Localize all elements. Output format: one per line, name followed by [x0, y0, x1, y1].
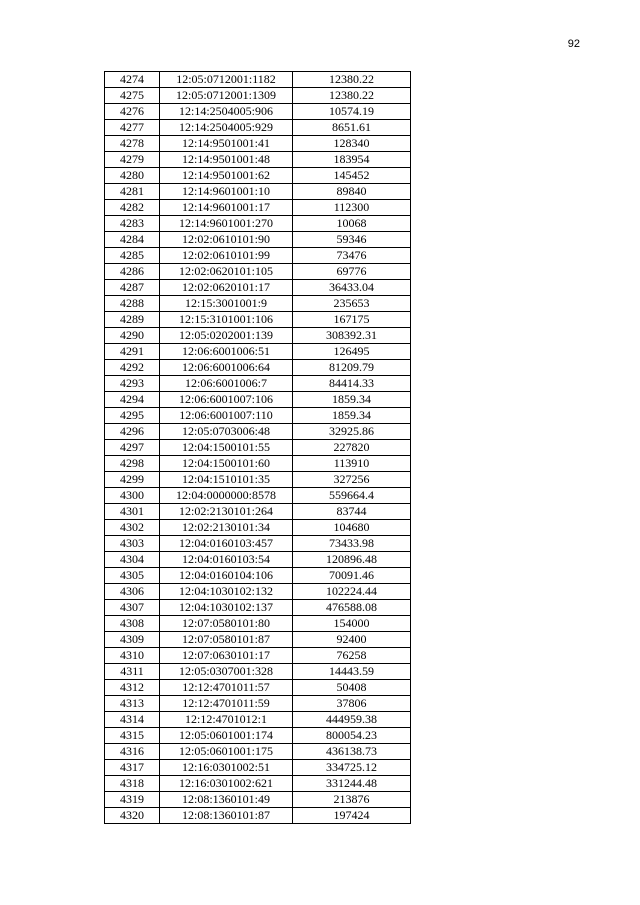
cadastral-number-cell: 12:02:0620101:105 [160, 264, 293, 280]
row-number-cell: 4316 [105, 744, 160, 760]
row-number-cell: 4306 [105, 584, 160, 600]
row-number-cell: 4301 [105, 504, 160, 520]
value-cell: 145452 [293, 168, 411, 184]
value-cell: 12380.22 [293, 88, 411, 104]
table-row [105, 280, 411, 296]
cadastral-number-cell: 12:05:0712001:1309 [160, 88, 293, 104]
page-number: 92 [567, 38, 580, 50]
value-cell: 128340 [293, 136, 411, 152]
row-number-cell: 4282 [105, 200, 160, 216]
row-number-cell: 4309 [105, 632, 160, 648]
row-number-cell: 4303 [105, 536, 160, 552]
cadastral-number-cell: 12:06:6001006:7 [160, 376, 293, 392]
value-cell: 213876 [293, 792, 411, 808]
value-cell: 1859.34 [293, 408, 411, 424]
value-cell: 559664.4 [293, 488, 411, 504]
cadastral-number-cell: 12:14:2504005:906 [160, 104, 293, 120]
value-cell: 73433.98 [293, 536, 411, 552]
cadastral-number-cell: 12:02:0610101:90 [160, 232, 293, 248]
value-cell: 444959.38 [293, 712, 411, 728]
row-number-cell: 4275 [105, 88, 160, 104]
table-row [105, 440, 411, 456]
row-number-cell: 4277 [105, 120, 160, 136]
row-number-cell: 4297 [105, 440, 160, 456]
row-number-cell: 4295 [105, 408, 160, 424]
value-cell: 436138.73 [293, 744, 411, 760]
table-row [105, 632, 411, 648]
cadastral-number-cell: 12:05:0703006:48 [160, 424, 293, 440]
value-cell: 36433.04 [293, 280, 411, 296]
row-number-cell: 4286 [105, 264, 160, 280]
cadastral-number-cell: 12:02:0620101:17 [160, 280, 293, 296]
value-cell: 32925.86 [293, 424, 411, 440]
cadastral-number-cell: 12:05:0712001:1182 [160, 72, 293, 88]
cadastral-number-cell: 12:04:0160104:106 [160, 568, 293, 584]
value-cell: 10574.19 [293, 104, 411, 120]
table-row [105, 712, 411, 728]
table-row [105, 120, 411, 136]
row-number-cell: 4312 [105, 680, 160, 696]
table-row [105, 216, 411, 232]
value-cell: 331244.48 [293, 776, 411, 792]
cadastral-number-cell: 12:04:1500101:55 [160, 440, 293, 456]
value-cell: 50408 [293, 680, 411, 696]
table-row [105, 760, 411, 776]
table-row [105, 520, 411, 536]
table-row [105, 792, 411, 808]
row-number-cell: 4296 [105, 424, 160, 440]
table-row [105, 392, 411, 408]
cadastral-number-cell: 12:05:0601001:175 [160, 744, 293, 760]
row-number-cell: 4318 [105, 776, 160, 792]
cadastral-number-cell: 12:02:0610101:99 [160, 248, 293, 264]
cadastral-value-table [104, 71, 411, 824]
cadastral-number-cell: 12:14:9501001:62 [160, 168, 293, 184]
table-row [105, 248, 411, 264]
cadastral-number-cell: 12:07:0580101:87 [160, 632, 293, 648]
cadastral-number-cell: 12:14:2504005:929 [160, 120, 293, 136]
table-row [105, 104, 411, 120]
table-row [105, 408, 411, 424]
table-row [105, 88, 411, 104]
value-cell: 476588.08 [293, 600, 411, 616]
table-row [105, 296, 411, 312]
row-number-cell: 4317 [105, 760, 160, 776]
row-number-cell: 4314 [105, 712, 160, 728]
cadastral-number-cell: 12:14:9601001:10 [160, 184, 293, 200]
value-cell: 12380.22 [293, 72, 411, 88]
cadastral-number-cell: 12:07:0630101:17 [160, 648, 293, 664]
row-number-cell: 4311 [105, 664, 160, 680]
cadastral-number-cell: 12:14:9601001:17 [160, 200, 293, 216]
value-cell: 308392.31 [293, 328, 411, 344]
value-cell: 70091.46 [293, 568, 411, 584]
value-cell: 197424 [293, 808, 411, 824]
table-row [105, 264, 411, 280]
row-number-cell: 4274 [105, 72, 160, 88]
value-cell: 92400 [293, 632, 411, 648]
row-number-cell: 4278 [105, 136, 160, 152]
cadastral-number-cell: 12:08:1360101:49 [160, 792, 293, 808]
table-row [105, 376, 411, 392]
row-number-cell: 4279 [105, 152, 160, 168]
value-cell: 1859.34 [293, 392, 411, 408]
table-row [105, 616, 411, 632]
cadastral-number-cell: 12:15:3001001:9 [160, 296, 293, 312]
cadastral-number-cell: 12:06:6001006:64 [160, 360, 293, 376]
table-row [105, 568, 411, 584]
row-number-cell: 4290 [105, 328, 160, 344]
table-row [105, 200, 411, 216]
cadastral-number-cell: 12:06:6001006:51 [160, 344, 293, 360]
cadastral-number-cell: 12:05:0202001:139 [160, 328, 293, 344]
table-body [105, 72, 411, 824]
value-cell: 167175 [293, 312, 411, 328]
row-number-cell: 4299 [105, 472, 160, 488]
row-number-cell: 4300 [105, 488, 160, 504]
row-number-cell: 4320 [105, 808, 160, 824]
cadastral-number-cell: 12:07:0580101:80 [160, 616, 293, 632]
value-cell: 69776 [293, 264, 411, 280]
cadastral-number-cell: 12:14:9501001:48 [160, 152, 293, 168]
cadastral-number-cell: 12:16:0301002:51 [160, 760, 293, 776]
table-row [105, 504, 411, 520]
row-number-cell: 4310 [105, 648, 160, 664]
cadastral-number-cell: 12:04:1500101:60 [160, 456, 293, 472]
cadastral-number-cell: 12:12:4701011:57 [160, 680, 293, 696]
row-number-cell: 4284 [105, 232, 160, 248]
table-row [105, 232, 411, 248]
table-row [105, 472, 411, 488]
table-row [105, 344, 411, 360]
cadastral-number-cell: 12:04:1510101:35 [160, 472, 293, 488]
value-cell: 14443.59 [293, 664, 411, 680]
cadastral-number-cell: 12:12:4701011:59 [160, 696, 293, 712]
value-cell: 81209.79 [293, 360, 411, 376]
row-number-cell: 4308 [105, 616, 160, 632]
table-row [105, 728, 411, 744]
value-cell: 327256 [293, 472, 411, 488]
table-row [105, 776, 411, 792]
row-number-cell: 4280 [105, 168, 160, 184]
cadastral-number-cell: 12:12:4701012:1 [160, 712, 293, 728]
row-number-cell: 4294 [105, 392, 160, 408]
value-cell: 104680 [293, 520, 411, 536]
row-number-cell: 4315 [105, 728, 160, 744]
cadastral-number-cell: 12:05:0307001:328 [160, 664, 293, 680]
cadastral-number-cell: 12:06:6001007:106 [160, 392, 293, 408]
table-row [105, 808, 411, 824]
cadastral-number-cell: 12:02:2130101:264 [160, 504, 293, 520]
cadastral-number-cell: 12:04:0000000:8578 [160, 488, 293, 504]
row-number-cell: 4292 [105, 360, 160, 376]
row-number-cell: 4287 [105, 280, 160, 296]
value-cell: 84414.33 [293, 376, 411, 392]
table-row [105, 696, 411, 712]
row-number-cell: 4281 [105, 184, 160, 200]
table-row [105, 744, 411, 760]
row-number-cell: 4289 [105, 312, 160, 328]
row-number-cell: 4307 [105, 600, 160, 616]
value-cell: 334725.12 [293, 760, 411, 776]
table-row [105, 328, 411, 344]
row-number-cell: 4285 [105, 248, 160, 264]
row-number-cell: 4293 [105, 376, 160, 392]
value-cell: 37806 [293, 696, 411, 712]
value-cell: 10068 [293, 216, 411, 232]
cadastral-number-cell: 12:15:3101001:106 [160, 312, 293, 328]
value-cell: 800054.23 [293, 728, 411, 744]
table-row [105, 552, 411, 568]
cadastral-number-cell: 12:04:1030102:137 [160, 600, 293, 616]
value-cell: 76258 [293, 648, 411, 664]
row-number-cell: 4291 [105, 344, 160, 360]
row-number-cell: 4276 [105, 104, 160, 120]
row-number-cell: 4288 [105, 296, 160, 312]
table-row [105, 184, 411, 200]
row-number-cell: 4283 [105, 216, 160, 232]
value-cell: 89840 [293, 184, 411, 200]
row-number-cell: 4304 [105, 552, 160, 568]
table-row [105, 152, 411, 168]
table-row [105, 664, 411, 680]
value-cell: 83744 [293, 504, 411, 520]
value-cell: 113910 [293, 456, 411, 472]
cadastral-number-cell: 12:14:9601001:270 [160, 216, 293, 232]
table-row [105, 648, 411, 664]
value-cell: 120896.48 [293, 552, 411, 568]
table-row [105, 456, 411, 472]
table-row [105, 680, 411, 696]
value-cell: 235653 [293, 296, 411, 312]
table-row [105, 72, 411, 88]
table-row [105, 136, 411, 152]
table-row [105, 488, 411, 504]
value-cell: 154000 [293, 616, 411, 632]
value-cell: 183954 [293, 152, 411, 168]
row-number-cell: 4302 [105, 520, 160, 536]
table-row [105, 168, 411, 184]
cadastral-number-cell: 12:16:0301002:621 [160, 776, 293, 792]
value-cell: 102224.44 [293, 584, 411, 600]
value-cell: 112300 [293, 200, 411, 216]
value-cell: 227820 [293, 440, 411, 456]
cadastral-number-cell: 12:04:0160103:457 [160, 536, 293, 552]
cadastral-number-cell: 12:04:1030102:132 [160, 584, 293, 600]
cadastral-number-cell: 12:02:2130101:34 [160, 520, 293, 536]
table-row [105, 424, 411, 440]
row-number-cell: 4313 [105, 696, 160, 712]
cadastral-number-cell: 12:08:1360101:87 [160, 808, 293, 824]
table-row [105, 600, 411, 616]
table-row [105, 584, 411, 600]
value-cell: 73476 [293, 248, 411, 264]
cadastral-number-cell: 12:14:9501001:41 [160, 136, 293, 152]
table-row [105, 360, 411, 376]
row-number-cell: 4298 [105, 456, 160, 472]
cadastral-number-cell: 12:06:6001007:110 [160, 408, 293, 424]
value-cell: 8651.61 [293, 120, 411, 136]
value-cell: 59346 [293, 232, 411, 248]
cadastral-number-cell: 12:05:0601001:174 [160, 728, 293, 744]
table-row [105, 536, 411, 552]
row-number-cell: 4305 [105, 568, 160, 584]
cadastral-number-cell: 12:04:0160103:54 [160, 552, 293, 568]
table-row [105, 312, 411, 328]
row-number-cell: 4319 [105, 792, 160, 808]
value-cell: 126495 [293, 344, 411, 360]
